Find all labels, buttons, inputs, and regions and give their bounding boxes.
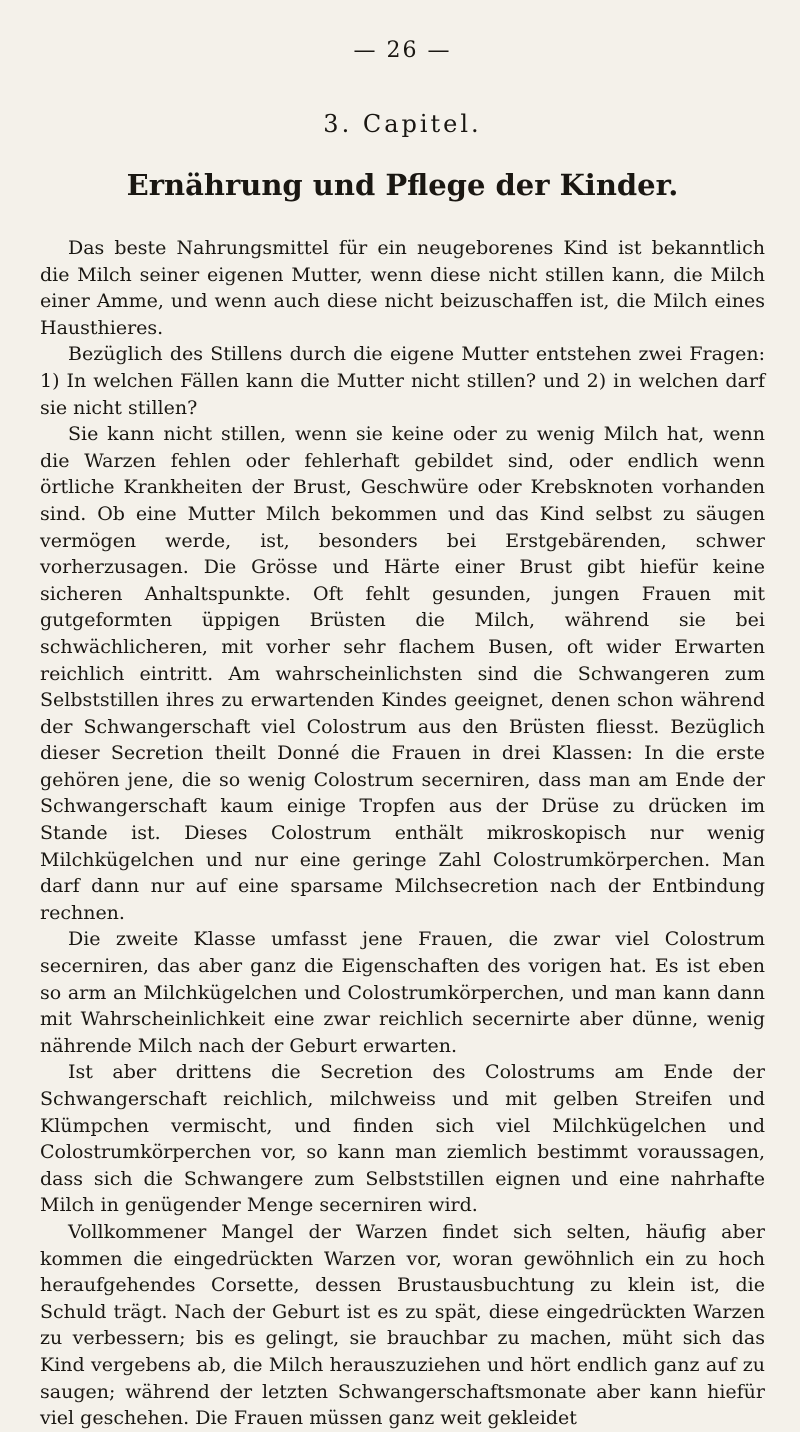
page-title: Ernährung und Pflege der Kinder.	[126, 168, 679, 202]
paragraph: Die zweite Klasse umfasst jene Frauen, die zwar viel Colostrum secerniren, das aber ganz die Eigenschaften des vorigen hat. Es ist eben so arm an Milchkügelchen und Colostrumkörperchen, und man kann dann mit Wahrscheinlichkeit eine zwar reichlich secernirte aber dünne, wenig nährende Milch nach der Geburt erwarten.	[40, 928, 765, 1057]
paragraph: Vollkommener Mangel der Warzen findet sich selten, häufig aber kommen die eingedrückten Warzen vor, woran gewöhnlich ein zu hoch heraufgehendes Corsette, dessen Brustausbuchtung zu klein ist, die Schuld trägt. Nach der Geburt ist es zu spät, diese eingedrückten Warzen zu verbessern; bis es gelingt, sie brauchbar zu machen, müht sich das Kind vergebens ab, die Milch herauszuziehen und hört endlich ganz auf zu saugen; während der letzten Schwangerschaftsmonate aber kann hiefür viel geschehen. Die Frauen müssen ganz weit gekleidet	[40, 1220, 765, 1430]
paragraph: Bezüglich des Stillens durch die eigene Mutter entstehen zwei Fragen: 1) In welchen Fällen kann die Mutter nicht stillen? und 2) in welchen darf sie nicht stillen?	[40, 343, 765, 419]
chapter-heading: 3. Capitel.	[323, 110, 482, 138]
book-page	[40, 0, 765, 1430]
paragraph: Das beste Nahrungsmittel für ein neugeborenes Kind ist bekanntlich die Milch seiner eigenen Mutter, wenn diese nicht stillen kann, die Milch einer Amme, und wenn auch diese nicht beizuschaffen ist, die Milch eines Hausthieres.	[40, 237, 765, 339]
body-text	[40, 235, 765, 1432]
page-number: — 26 —	[353, 38, 452, 63]
paragraph: Sie kann nicht stillen, wenn sie keine oder zu wenig Milch hat, wenn die Warzen fehlen oder fehlerhaft gebildet sind, oder endlich wenn örtliche Krankheiten der Brust, Geschwüre oder Krebsknoten vorhanden sind. Ob eine Mutter Milch bekommen und das Kind selbst zu säugen vermögen werde, ist, besonders bei Erstgebärenden, schwer vorherzusagen. Die Grösse und Härte einer Brust gibt hiefür keine sicheren Anhaltspunkte. Oft fehlt gesunden, jungen Frauen mit gutgeformten üppigen Brüsten die Milch, während sie bei schwächlicheren, mit vorher sehr flachem Busen, oft wider Erwarten reichlich eintritt. Am wahrscheinlichsten sind die Schwangeren zum Selbststillen ihres zu erwartenden Kindes geeignet, denen schon während der Schwangerschaft viel Colostrum aus den Brüsten fliesst. Bezüglich dieser Secretion theilt Donné die Frauen in drei Klassen: In die erste gehören jene, die so wenig Colostrum secerniren, dass man am Ende der Schwangerschaft kaum einige Tropfen aus der Drüse zu drücken im Stande ist. Dieses Colostrum enthält mikroskopisch nur wenig Milchkügelchen und nur eine geringe Zahl Colostrumkörperchen. Man darf dann nur auf eine sparsame Milchsecretion nach der Entbindung rechnen.	[40, 423, 765, 924]
paragraph: Ist aber drittens die Secretion des Colostrums am Ende der Schwangerschaft reichlich, milchweiss und mit gelben Streifen und Klümpchen vermischt, und finden sich viel Milchkügelchen und Colostrumkörperchen vor, so kann man ziemlich bestimmt voraussagen, dass sich die Schwangere zum Selbststillen eignen und eine nahrhafte Milch in genügender Menge secerniren wird.	[40, 1061, 765, 1217]
